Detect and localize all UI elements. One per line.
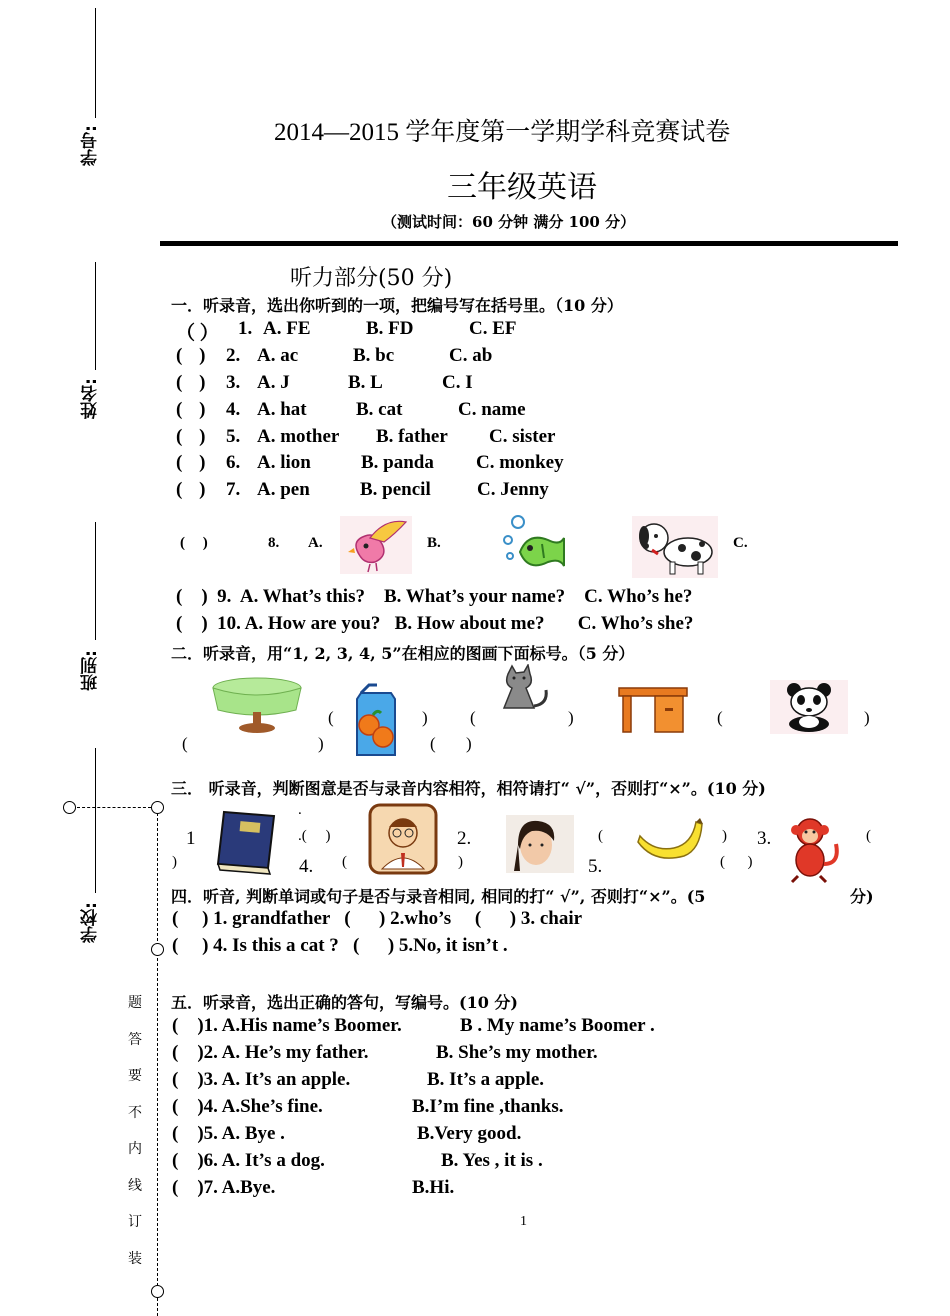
option-c: C. name	[458, 399, 526, 420]
question-9: ( ) 9. A. What’s this? B. What’s your name? C. Who’s he?	[176, 586, 693, 607]
question-number: 2.	[226, 345, 241, 366]
question-8-bracket: ( )	[180, 535, 208, 551]
option-b: B. pencil	[360, 479, 431, 500]
item-number-1: 1	[186, 828, 196, 849]
option-c: C. Jenny	[477, 479, 549, 500]
option-a: A.	[308, 535, 323, 551]
answer-right: B. She’s my mother.	[436, 1042, 598, 1063]
question-number: 5.	[226, 426, 241, 447]
picture-bracket: )	[568, 708, 574, 727]
binding-line-3	[95, 522, 96, 640]
answer-left: ( )4. A.She’s fine.	[172, 1096, 323, 1117]
answer-right: B.Hi.	[412, 1177, 455, 1198]
section-1-heading: 一．听录音，选出你听到的一项，把编号写在括号里。（10 分）	[171, 296, 623, 315]
question-row: ( )	[176, 399, 206, 420]
picture-bracket: )	[466, 734, 472, 753]
exam-subtitle: 三年级英语	[447, 170, 597, 205]
page-number: 1	[520, 1214, 527, 1229]
picture-bracket: )	[422, 708, 428, 727]
section-2-heading: 二．听录音，用“1, 2, 3, 4, 5”在相应的图画下面标号。（5 分）	[171, 644, 635, 663]
cat-picture	[494, 664, 552, 716]
panda-picture	[770, 680, 848, 734]
answer-right: B.I’m fine ,thanks.	[412, 1096, 564, 1117]
option-b: B. L	[348, 372, 383, 393]
section-3-heading: 三． 听录音，判断图意是否与录音内容相符，相符请打“ √”，否则打“×”。(10 分)	[171, 779, 766, 798]
option-b: B. bc	[353, 345, 395, 366]
option-b: B. panda	[361, 452, 434, 473]
item-number-3: 3.	[757, 828, 772, 849]
dog-picture	[632, 516, 718, 578]
item-number-4: 4.	[299, 856, 314, 877]
item-bracket: (	[866, 828, 871, 844]
question-number: 4.	[226, 399, 241, 420]
option-c: C. monkey	[476, 452, 564, 473]
answer-left: ( )6. A. It’s a dog.	[172, 1150, 325, 1171]
option-a: A. pen	[257, 479, 310, 500]
picture-bracket: )	[864, 708, 870, 727]
binding-hole	[151, 801, 164, 814]
item-bracket: )	[458, 854, 463, 870]
label-school: 学校:	[81, 902, 101, 943]
binding-line-1	[95, 8, 96, 118]
picture-bracket: (	[182, 734, 188, 753]
question-row: ( )	[176, 452, 206, 473]
question-row: （ ）	[176, 323, 219, 344]
binding-dash-horizontal	[77, 807, 151, 808]
section-4-heading: 四．听音, 判断单词或句子是否与录音相同, 相同的打“ √”, 否则打“×”。(5	[171, 887, 706, 906]
juice-box-picture	[347, 677, 405, 757]
item-bracket: )	[172, 854, 177, 870]
picture-bracket: (	[430, 734, 436, 753]
picture-bracket: (	[328, 708, 334, 727]
fish-picture	[498, 514, 570, 578]
item-bracket: (	[342, 854, 347, 870]
label-class: 班别:	[81, 650, 101, 691]
option-a: A. mother	[257, 426, 340, 447]
section-4-heading-end: 分)	[850, 887, 874, 906]
option-b: B. father	[376, 426, 448, 447]
section-5-heading: 五．听录音，选出正确的答句，写编号。(10 分)	[171, 993, 518, 1012]
option-a: A. lion	[257, 452, 311, 473]
exam-title: 2014—2015 学年度第一学期学科竞赛试卷	[274, 119, 731, 146]
question-row: ( )	[176, 479, 206, 500]
listening-title: 听力部分(50 分)	[290, 266, 453, 291]
book-picture	[210, 808, 282, 876]
desk-picture	[617, 686, 689, 734]
bird-picture	[340, 516, 412, 574]
exam-info: （测试时间：60 分钟 满分 100 分）	[382, 213, 636, 231]
option-a: A. hat	[257, 399, 307, 420]
question-number: 1.	[238, 318, 253, 339]
option-b: B.	[427, 535, 441, 551]
question-number: 7.	[226, 479, 241, 500]
option-c: C. sister	[489, 426, 556, 447]
label-name: 姓名:	[81, 378, 101, 419]
answer-left: ( )2. A. He’s my father.	[172, 1042, 369, 1063]
monkey-picture	[784, 814, 842, 884]
answer-right: B.Very good.	[417, 1123, 522, 1144]
answer-left: ( )3. A. It’s an apple.	[172, 1069, 351, 1090]
binding-note: 题 答 要 不 内 线 订 装	[128, 995, 142, 1267]
question-number: 3.	[226, 372, 241, 393]
girl-picture	[506, 815, 574, 873]
section-4-line-2: ( ) 4. Is this a cat ? ( ) 5.No, it isn’t .	[172, 935, 508, 956]
picture-bracket: (	[717, 708, 723, 727]
option-a: A. J	[257, 372, 290, 393]
teacher-picture	[368, 803, 438, 875]
option-c: C. EF	[469, 318, 517, 339]
label-student-number: 学号:	[81, 125, 101, 166]
binding-line-2	[95, 262, 96, 370]
binding-hole	[63, 801, 76, 814]
item-bracket: (	[598, 828, 603, 844]
question-row: ( )	[176, 345, 206, 366]
option-c: C. I	[442, 372, 473, 393]
question-8-number: 8.	[268, 535, 280, 551]
answer-left: ( )7. A.Bye.	[172, 1177, 276, 1198]
item-bracket: )	[722, 828, 727, 844]
answer-right: B . My name’s Boomer .	[460, 1015, 655, 1036]
binding-hole	[151, 943, 164, 956]
binding-hole	[151, 1285, 164, 1298]
option-c: C. ab	[449, 345, 493, 366]
section-4-line-1: ( ) 1. grandfather ( ) 2.who’s ( ) 3. chair	[172, 908, 583, 929]
question-row: ( )	[176, 426, 206, 447]
answer-right: B. Yes , it is .	[441, 1150, 543, 1171]
item-bracket: ( )	[720, 854, 753, 870]
banana-picture	[634, 816, 706, 868]
dot-mark: .	[298, 802, 302, 818]
option-a: A. FE	[263, 318, 311, 339]
answer-right: B. It’s a apple.	[427, 1069, 545, 1090]
option-a: A. ac	[257, 345, 299, 366]
question-row: ( )	[176, 372, 206, 393]
binding-dash-vertical	[157, 808, 158, 1316]
picture-bracket: (	[470, 708, 476, 727]
question-10: ( ) 10. A. How are you? B. How about me? C. Who’s she?	[176, 613, 694, 634]
answer-left: ( )1. A.His name’s Boomer.	[172, 1015, 402, 1036]
option-b: B. FD	[366, 318, 414, 339]
answer-left: ( )5. A. Bye .	[172, 1123, 285, 1144]
header-rule	[160, 241, 898, 246]
option-b: B. cat	[356, 399, 403, 420]
item-number-2: 2.	[457, 828, 472, 849]
question-number: 6.	[226, 452, 241, 473]
item-bracket: .( )	[298, 828, 331, 844]
binding-line-4	[95, 748, 96, 893]
item-number-5: 5.	[588, 856, 603, 877]
picture-bracket: )	[318, 734, 324, 753]
table-picture	[212, 676, 302, 734]
option-c: C.	[733, 535, 748, 551]
